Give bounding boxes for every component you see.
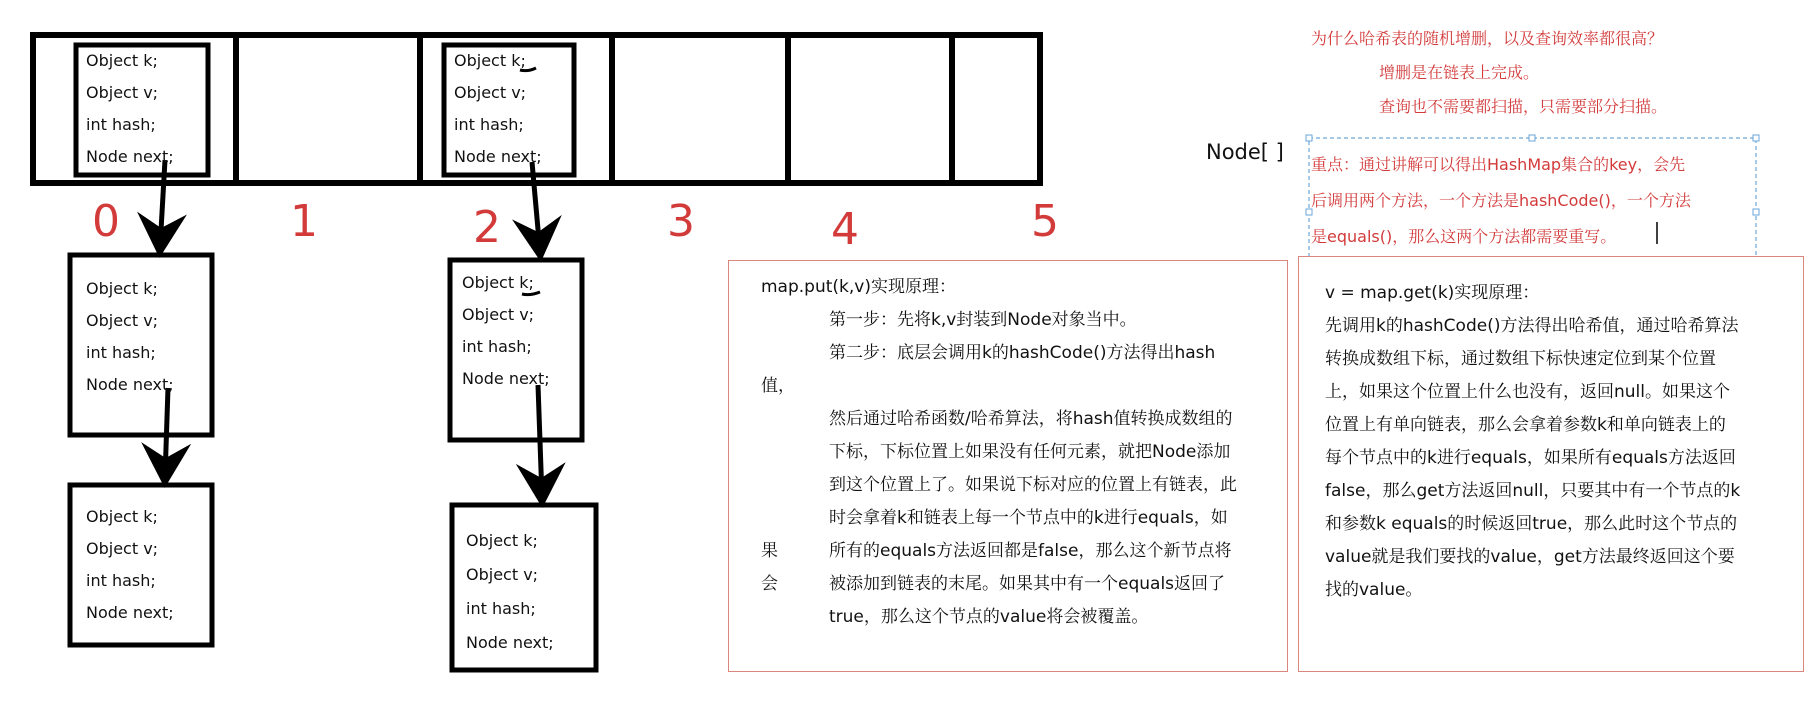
- put-paragraph-4: 时会拿着k和链表上每一个节点中的k进行equals，如: [829, 508, 1228, 528]
- put-paragraph-6: 被添加到链表的末尾。如果其中有一个equals返回了: [829, 574, 1226, 594]
- get-line-6: false，那么get方法返回null，只要其中有一个节点的k: [1325, 481, 1741, 501]
- field-next: Node next;: [466, 633, 554, 652]
- index-label-1: 1: [290, 196, 318, 247]
- field-k: Object k;: [454, 51, 526, 70]
- node-fields-2-0: [454, 45, 542, 173]
- question-line-1: 增删是在链表上完成。: [1379, 63, 1540, 82]
- field-hash: int hash;: [86, 571, 156, 590]
- put-paragraph-5-left: 果: [761, 541, 778, 561]
- key-point-block: [1311, 147, 1691, 255]
- field-k: Object k;: [466, 531, 538, 550]
- index-label-2: 2: [473, 202, 501, 253]
- node-fields-0-2: [86, 501, 174, 629]
- field-k: Object k;: [86, 51, 158, 70]
- put-row-5: [761, 535, 1237, 568]
- put-step-2-cont: 值，: [761, 376, 795, 396]
- field-k: Object k;: [86, 507, 158, 526]
- put-paragraph-5: 所有的equals方法返回都是false，那么这个新节点将: [829, 541, 1232, 561]
- index-label-4: 4: [831, 204, 859, 255]
- key-point-line-2: 后调用两个方法，一个方法是hashCode()，一个方法: [1311, 191, 1691, 210]
- get-line-2: 转换成数组下标，通过数组下标快速定位到某个位置: [1325, 349, 1716, 369]
- question-line-2: 查询也不需要都扫描，只需要部分扫描。: [1379, 97, 1668, 116]
- key-point-line-3: 是equals()，那么这两个方法都需要重写。: [1311, 227, 1617, 246]
- get-title: v = map.get(k)实现原理：: [1325, 283, 1540, 303]
- field-v: Object v;: [86, 83, 159, 102]
- put-paragraph-3: 到这个位置上了。如果说下标对应的位置上有链表，此: [829, 475, 1237, 495]
- index-label-0: 0: [92, 196, 120, 247]
- field-v: Object v;: [86, 539, 159, 558]
- key-point-line-1: 重点：通过讲解可以得出HashMap集合的key，会先: [1311, 155, 1686, 174]
- get-line-1: 先调用k的hashCode()方法得出哈希值，通过哈希算法: [1325, 316, 1739, 336]
- field-next: Node next;: [86, 603, 174, 622]
- field-v: Object v;: [466, 565, 539, 584]
- index-label-3: 3: [667, 196, 695, 247]
- field-hash: int hash;: [86, 115, 156, 134]
- get-line-3: 上，如果这个位置上什么也没有，返回null。如果这个: [1325, 382, 1730, 402]
- field-next: Node next;: [462, 369, 550, 388]
- field-hash: int hash;: [86, 343, 156, 362]
- field-k: Object k;: [462, 273, 534, 292]
- get-line-7: 和参数k equals的时候返回true，那么此时这个节点的: [1325, 514, 1738, 534]
- node-fields-0-0: [86, 45, 174, 173]
- field-hash: int hash;: [462, 337, 532, 356]
- question-title: 为什么哈希表的随机增删，以及查询效率都很高？: [1311, 29, 1664, 48]
- get-panel: [1298, 256, 1804, 672]
- field-next: Node next;: [86, 147, 174, 166]
- field-hash: int hash;: [466, 599, 536, 618]
- put-row-6: [761, 568, 1237, 601]
- node-fields-2-2: [466, 524, 554, 660]
- put-step-1: 第一步：先将k,v封装到Node对象当中。: [829, 310, 1137, 330]
- field-k: Object k;: [86, 279, 158, 298]
- node-fields-0-1: [86, 273, 174, 401]
- field-v: Object v;: [86, 311, 159, 330]
- put-panel: [728, 260, 1288, 672]
- node-fields-2-1: [462, 267, 550, 395]
- index-label-5: 5: [1031, 196, 1059, 247]
- put-paragraph-1: 然后通过哈希函数/哈希算法，将hash值转换成数组的: [829, 409, 1233, 429]
- put-paragraph-7: true，那么这个节点的value将会被覆盖。: [829, 607, 1149, 627]
- field-v: Object v;: [462, 305, 535, 324]
- put-paragraph-2: 下标，下标位置上如果没有任何元素，就把Node添加: [829, 442, 1231, 462]
- field-next: Node next;: [86, 375, 174, 394]
- get-line-4: 位置上有单向链表，那么会拿着参数k和单向链表上的: [1325, 415, 1726, 435]
- field-next: Node next;: [454, 147, 542, 166]
- get-line-5: 每个节点中的k进行equals，如果所有equals方法返回: [1325, 448, 1736, 468]
- put-step-2: 第二步：底层会调用k的hashCode()方法得出hash: [829, 343, 1216, 363]
- question-block: [1311, 22, 1667, 124]
- get-line-8: value就是我们要找的value，get方法最终返回这个要: [1325, 547, 1735, 567]
- field-hash: int hash;: [454, 115, 524, 134]
- put-paragraph-6-left: 会: [761, 574, 778, 594]
- arrow-0-1-to-2: [165, 388, 168, 478]
- array-label: Node[ ]: [1206, 140, 1284, 164]
- arrow-2-1-to-2: [538, 385, 542, 498]
- get-line-9: 找的value。: [1325, 580, 1423, 600]
- put-title: map.put(k,v)实现原理：: [761, 277, 956, 297]
- field-v: Object v;: [454, 83, 527, 102]
